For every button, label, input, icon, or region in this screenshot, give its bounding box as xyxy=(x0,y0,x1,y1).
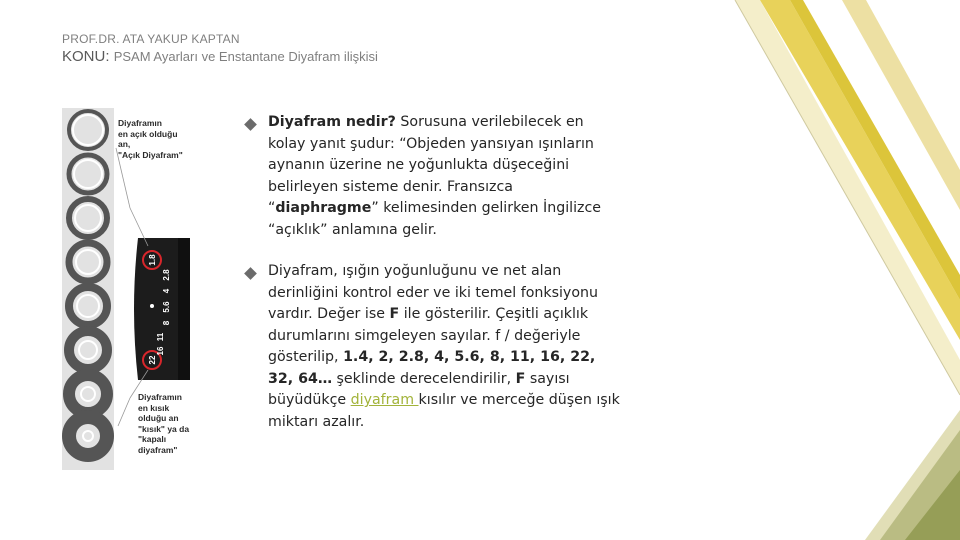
diyafram-link[interactable]: diyafram xyxy=(350,392,419,408)
bullet-text: Diyafram nedir? Sorusuna verilebilecek en kolay yanıt şudur: “Objeden yansıyan ışınların aynanın üzerine ne yoğunlukta düşeceğini belirleyen sisteme denir. Fransızca “diaphragme” kelimesinden gelirken İngilizce “açıklık” anlamına gelir. xyxy=(268,114,602,238)
content-bullets xyxy=(242,112,622,453)
subject-label: KONU: xyxy=(62,48,110,65)
open-aperture-label: Diyaframın en açık olduğu an, "Açık Diyafram" xyxy=(118,118,183,160)
dial-value: 4 xyxy=(162,288,171,294)
dial-value: 16 xyxy=(156,346,165,356)
subject-text: PSAM Ayarları ve Enstantane Diyafram ilişkisi xyxy=(113,49,378,64)
diamond-bullet-icon xyxy=(244,118,257,131)
dial-value: 2.8 xyxy=(162,269,171,281)
closed-aperture-label: Diyaframın en kısık olduğu an "kısık" ya da "kapalı diyafram" xyxy=(138,392,190,455)
dial-value: 1.8 xyxy=(148,254,157,266)
dial-value: 22 xyxy=(148,355,157,365)
author-name: PROF.DR. ATA YAKUP KAPTAN xyxy=(62,32,240,46)
aperture-illustration xyxy=(60,108,200,470)
list-item xyxy=(242,112,622,241)
list-item xyxy=(242,261,622,433)
bullet-text: Diyafram, ışığın yoğunluğunu ve net alan derinliğini kontrol eder ve iki temel fonksiyonu vardır. Değer ise F ile gösterilir. Çeşitli açıklık durumlarını simgeleyen sayılar. f / değeriyle gösterilip, 1.4, 2, 2.8, 4, 5.6, 8, 11, 16, 22, 32, 64… şeklinde derecelendirilir, F sayısı büyüdükçe diyafram kısılır ve merceğe düşen ışık miktarı azalır. xyxy=(268,263,620,430)
diamond-bullet-icon xyxy=(244,267,257,280)
dial-value: 5.6 xyxy=(162,301,171,313)
dial-value: 11 xyxy=(156,332,165,342)
dial-value: 8 xyxy=(162,320,171,326)
page-title xyxy=(62,48,378,65)
